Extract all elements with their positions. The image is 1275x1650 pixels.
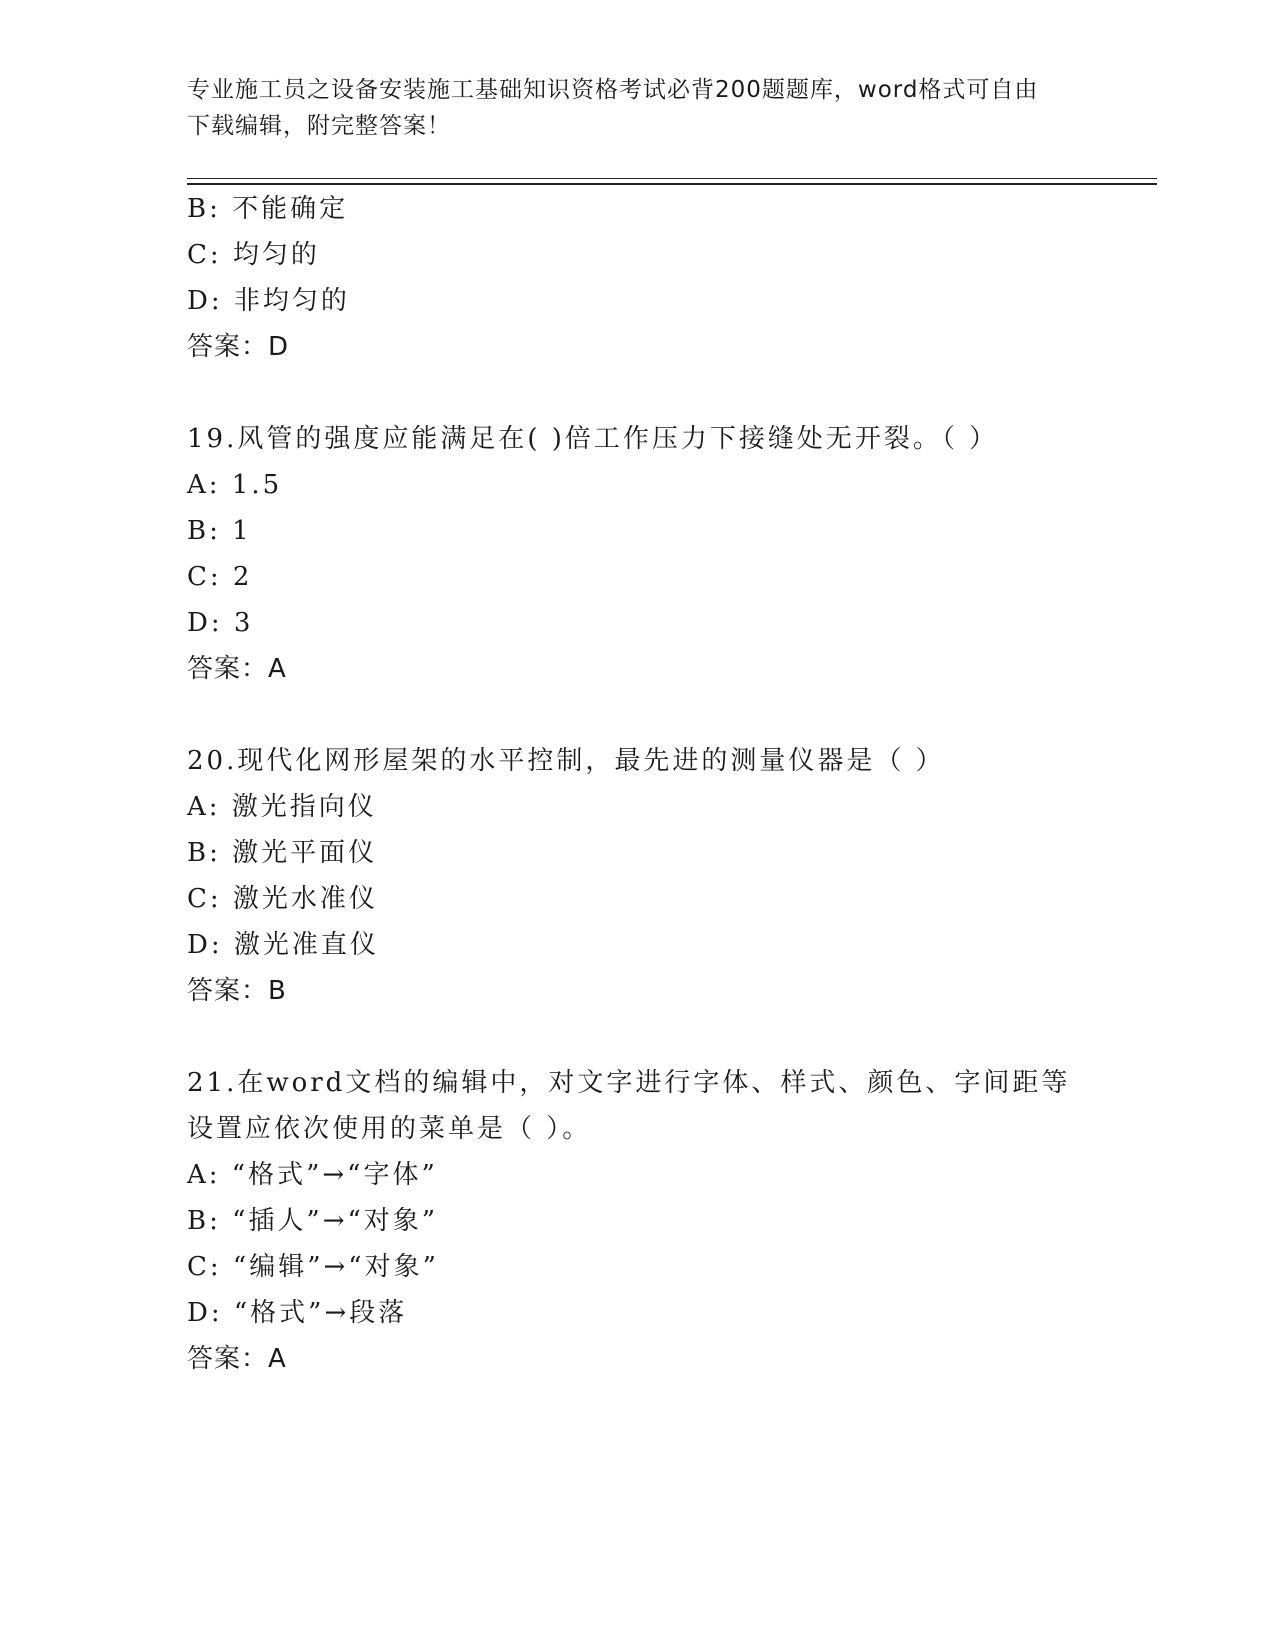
option-b: B: 激光平面仪 xyxy=(187,838,378,868)
option-b: B: 不能确定 xyxy=(187,194,349,224)
answer: 答案：A xyxy=(187,1344,287,1374)
spacer xyxy=(187,1014,1087,1060)
header-divider-bottom xyxy=(187,183,1157,185)
option-c: C: 均匀的 xyxy=(187,240,320,270)
option-d: D: 激光准直仪 xyxy=(187,930,379,960)
header-title-line-1: 专业施工员之设备安装施工基础知识资格考试必背200题题库，word格式可自由 xyxy=(187,77,1039,103)
option-a: A: 激光指向仪 xyxy=(187,792,377,822)
question-text: 20.现代化网形屋架的水平控制，最先进的测量仪器是（ ） xyxy=(187,746,945,776)
document-header xyxy=(187,72,1067,144)
option-c: C: 2 xyxy=(187,562,253,592)
question-18-tail xyxy=(187,186,1087,370)
answer: 答案：A xyxy=(187,654,287,684)
option-b: B: “插人”→“对象” xyxy=(187,1206,439,1236)
question-text: 19.风管的强度应能满足在( )倍工作压力下接缝处无开裂。（ ） xyxy=(187,424,999,454)
question-text-line-2: 设置应依次使用的菜单是（ ）。 xyxy=(187,1114,592,1144)
header-divider-top xyxy=(187,178,1157,179)
option-d: D: “格式”→段落 xyxy=(187,1298,408,1328)
question-19 xyxy=(187,416,1087,692)
spacer xyxy=(187,370,1087,416)
answer: 答案：D xyxy=(187,332,290,362)
option-a: A: “格式”→“字体” xyxy=(187,1160,438,1190)
option-d: D: 3 xyxy=(187,608,254,638)
question-21 xyxy=(187,1060,1087,1382)
header-title-line-2: 下载编辑，附完整答案！ xyxy=(187,113,451,139)
answer: 答案：B xyxy=(187,976,287,1006)
option-d: D: 非均匀的 xyxy=(187,286,350,316)
option-c: C: 激光水准仪 xyxy=(187,884,378,914)
question-list xyxy=(187,186,1087,1382)
question-20 xyxy=(187,738,1087,1014)
option-b: B: 1 xyxy=(187,516,252,546)
option-a: A: 1.5 xyxy=(187,470,283,500)
spacer xyxy=(187,692,1087,738)
question-text-line-1: 21.在word文档的编辑中，对文字进行字体、样式、颜色、字间距等 xyxy=(187,1068,1071,1098)
option-c: C: “编辑”→“对象” xyxy=(187,1252,439,1282)
